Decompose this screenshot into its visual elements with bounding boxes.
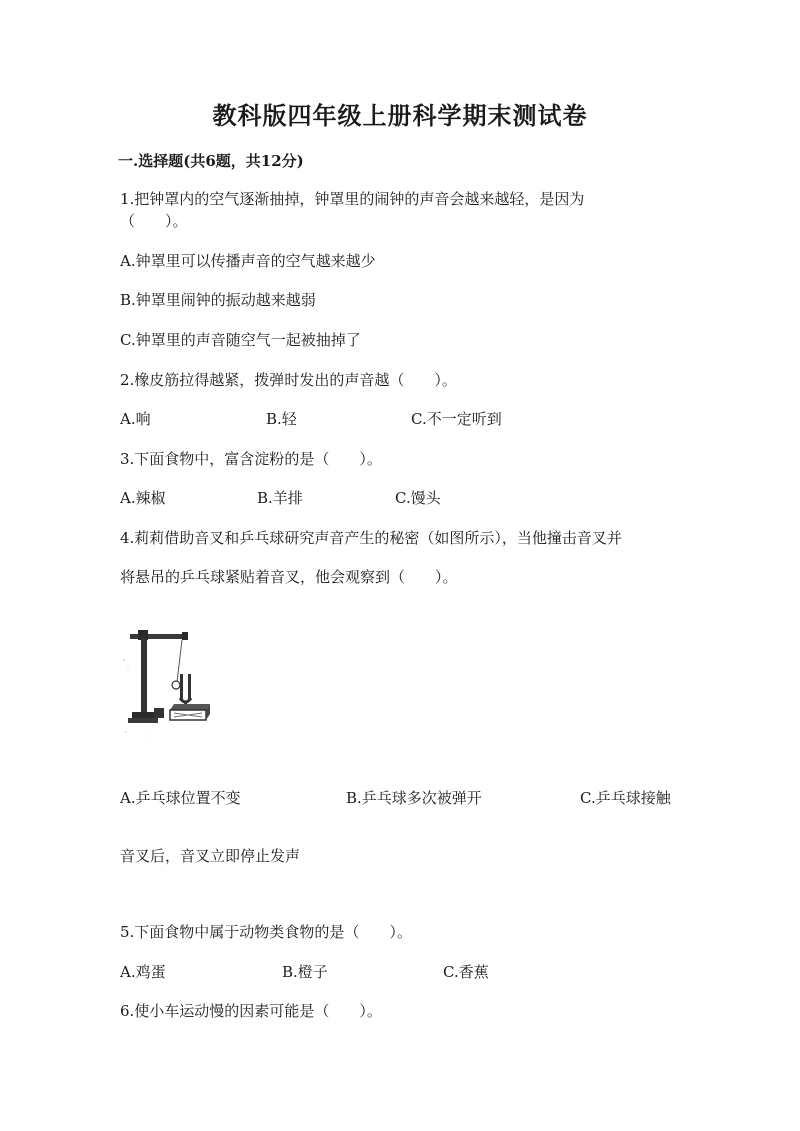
question-3-option-a: A.辣椒 bbox=[120, 489, 166, 507]
question-4-option-a: A.乒乓球位置不变 bbox=[120, 789, 241, 807]
question-1-stem-line-2: （ ）。 bbox=[120, 212, 188, 230]
question-5-stem: 5.下面食物中属于动物类食物的是（ ）。 bbox=[120, 923, 412, 941]
question-2-stem: 2.橡皮筋拉得越紧，拨弹时发出的声音越（ ）。 bbox=[120, 371, 457, 389]
question-4-stem-line-2: 将悬吊的乒乓球紧贴着音叉，他会观察到（ ）。 bbox=[120, 568, 458, 586]
question-5-option-c: C.香蕉 bbox=[443, 963, 489, 981]
question-2-option-b: B.轻 bbox=[266, 410, 297, 428]
question-2-option-c: C.不一定听到 bbox=[411, 410, 502, 428]
question-6-stem: 6.使小车运动慢的因素可能是（ ）。 bbox=[120, 1002, 382, 1020]
page-title: 教科版四年级上册科学期末测试卷 bbox=[212, 101, 588, 130]
question-1-stem-line-1: 1.把钟罩内的空气逐渐抽掉，钟罩里的闹钟的声音会越来越轻，是因为 bbox=[120, 190, 585, 208]
question-1-option-c: C.钟罩里的声音随空气一起被抽掉了 bbox=[120, 331, 361, 349]
question-1-option-a: A.钟罩里可以传播声音的空气越来越少 bbox=[120, 252, 376, 270]
question-4-option-c: C.乒乓球接触 bbox=[580, 789, 671, 807]
tuning-fork-apparatus-figure bbox=[118, 622, 218, 740]
question-3-option-b: B.羊排 bbox=[257, 489, 303, 507]
question-4-option-c-continuation: 音叉后，音叉立即停止发声 bbox=[120, 847, 301, 865]
question-5-option-b: B.橙子 bbox=[282, 963, 328, 981]
question-3-option-c: C.馒头 bbox=[395, 489, 441, 507]
question-4-stem-line-1: 4.莉莉借助音叉和乒乓球研究声音产生的秘密（如图所示），当他撞击音叉并 bbox=[120, 529, 622, 547]
question-4-option-b: B.乒乓球多次被弹开 bbox=[346, 789, 482, 807]
question-1-option-b: B.钟罩里闹钟的振动越来越弱 bbox=[120, 291, 316, 309]
question-3-stem: 3.下面食物中，富含淀粉的是（ ）。 bbox=[120, 450, 382, 468]
question-5-option-a: A.鸡蛋 bbox=[120, 963, 166, 981]
question-2-option-a: A.响 bbox=[120, 410, 151, 428]
section-heading: 一.选择题(共6题，共12分) bbox=[118, 152, 304, 170]
